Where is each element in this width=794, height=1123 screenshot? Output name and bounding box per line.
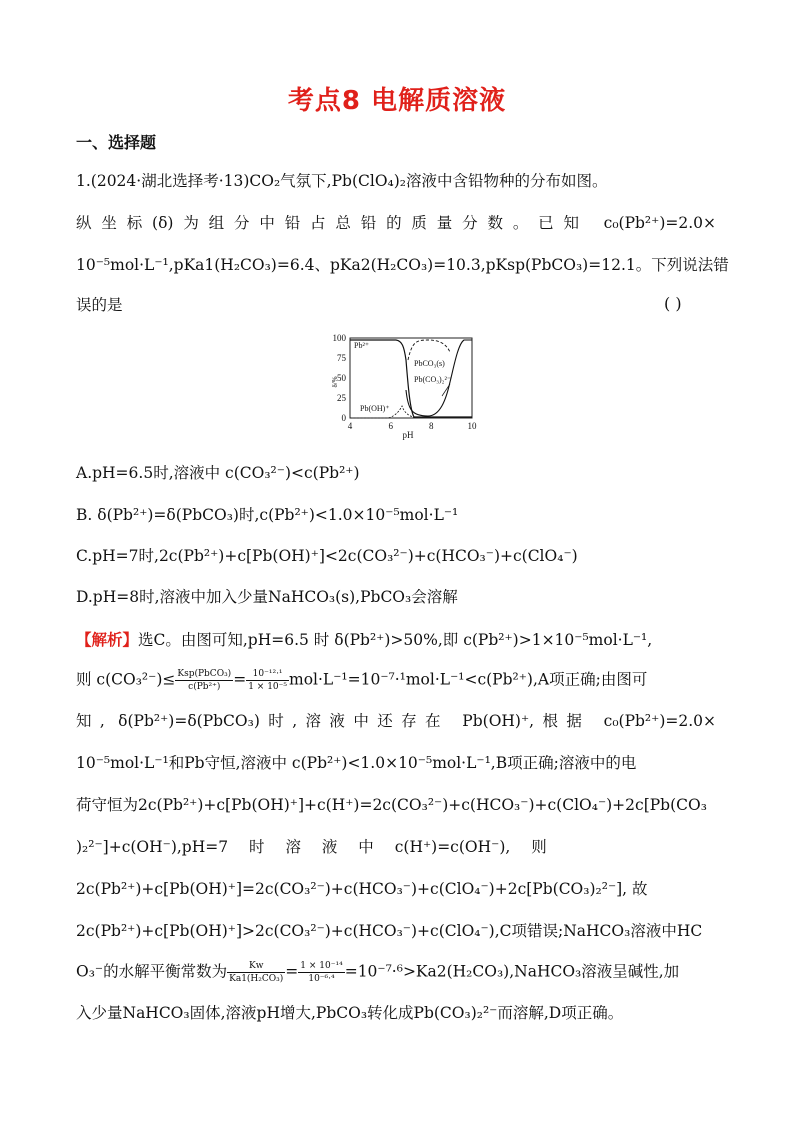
question-line-4: 误的是 bbox=[76, 296, 123, 314]
option-c: C.pH=7时,2c(Pb²⁺)+c[Pb(OH)⁺]<2c(CO₃²⁻)+c(HCO₃⁻)+c(ClO₄⁻) bbox=[76, 547, 578, 565]
label-pbco3s: PbCO₃(s) bbox=[414, 359, 445, 368]
analysis-line-9 bbox=[76, 960, 716, 985]
fraction-denominator: c(Pb²⁺) bbox=[188, 682, 221, 692]
x-axis-label: pH bbox=[402, 430, 414, 440]
fraction-numerator: 10⁻¹²·¹ bbox=[246, 668, 289, 681]
label-pboh-plus: Pb(OH)⁺ bbox=[360, 404, 390, 413]
distribution-chart bbox=[328, 330, 488, 440]
x-tick-10: 10 bbox=[467, 421, 477, 431]
analysis-line-5: 荷守恒为2c(Pb²⁺)+c[Pb(OH)⁺]+c(H⁺)=2c(CO₃²⁻)+c(HCO₃⁻)+c(ClO₄⁻)+2c[Pb(CO₃ bbox=[76, 796, 707, 814]
fraction-numerator: Kw bbox=[227, 960, 285, 973]
analysis-tag: 【解析】 bbox=[76, 631, 139, 649]
analysis-line-6: )₂²⁻]+c(OH⁻),pH=7 时 溶 液 中 c(H⁺)=c(OH⁻), 则 bbox=[76, 838, 547, 856]
fraction-ksp bbox=[175, 668, 233, 693]
y-tick-75: 75 bbox=[337, 353, 346, 363]
y-tick-100: 100 bbox=[332, 333, 346, 343]
analysis-line-7: 2c(Pb²⁺)+c[Pb(OH)⁺]=2c(CO₃²⁻)+c(HCO₃⁻)+c(ClO₄⁻)+2c[Pb(CO₃)₂²⁻], 故 bbox=[76, 880, 648, 898]
y-tick-0: 0 bbox=[341, 413, 346, 423]
y-axis-label: δ/% bbox=[331, 376, 339, 388]
page-title: 考点8 电解质溶液 bbox=[287, 86, 507, 116]
analysis-line-4: 10⁻⁵mol·L⁻¹和Pb守恒,溶液中 c(Pb²⁺)<1.0×10⁻⁵mol·L⁻¹,B项正确;溶液中的电 bbox=[76, 754, 637, 772]
question-line-3: 10⁻⁵mol·L⁻¹,pKa1(H₂CO₃)=6.4、pKa2(H₂CO₃)=10.3,pKsp(PbCO₃)=12.1。下列说法错 bbox=[76, 256, 729, 274]
section-heading: 一、选择题 bbox=[76, 133, 157, 152]
analysis-text-1: 选C。由图可知,pH=6.5 时 δ(Pb²⁺)>50%,即 c(Pb²⁺)>1×10⁻⁵mol·L⁻¹, bbox=[138, 631, 653, 649]
fraction-numerator: 1 × 10⁻¹⁴ bbox=[300, 961, 343, 971]
analysis-text-2a: 则 c(CO₃²⁻)≤ bbox=[76, 670, 176, 689]
y-tick-25: 25 bbox=[337, 393, 346, 403]
fraction-value bbox=[246, 668, 289, 693]
option-a: A.pH=6.5时,溶液中 c(CO₃²⁻)<c(Pb²⁺) bbox=[76, 464, 360, 482]
fraction-denominator: Ka1(H₂CO₃) bbox=[229, 974, 284, 984]
label-pbco3-2-2minus: Pb(CO₃)₂²⁻ bbox=[414, 375, 452, 384]
label-pb2plus: Pb²⁺ bbox=[354, 341, 370, 350]
option-b: B. δ(Pb²⁺)=δ(PbCO₃)时,c(Pb²⁺)<1.0×10⁻⁵mol·L⁻¹ bbox=[76, 506, 459, 524]
fraction-denominator: 1 × 10⁻⁵ bbox=[248, 682, 288, 692]
y-tick-50: 50 bbox=[337, 373, 346, 383]
analysis-line-2 bbox=[76, 668, 716, 693]
analysis-text-9b: =10⁻⁷·⁶>Ka2(H₂CO₃),NaHCO₃溶液呈碱性,加 bbox=[344, 962, 680, 981]
analysis-line-8: 2c(Pb²⁺)+c[Pb(OH)⁺]>2c(CO₃²⁻)+c(HCO₃⁻)+c(ClO₄⁻),C项错误;NaHCO₃溶液中HC bbox=[76, 922, 703, 940]
answer-parentheses: ( ) bbox=[664, 294, 682, 313]
equals-sign: = bbox=[233, 670, 247, 689]
fraction-numerator: Ksp(PbCO₃) bbox=[177, 669, 232, 679]
fraction-denominator: 10⁻⁶·⁴ bbox=[308, 974, 335, 984]
equals-sign: = bbox=[285, 962, 299, 981]
pbco3s-curve bbox=[408, 340, 450, 360]
x-tick-4: 4 bbox=[347, 421, 353, 431]
x-tick-8: 8 bbox=[429, 421, 434, 431]
annotation-pointer bbox=[442, 384, 450, 396]
analysis-text-9a: O₃⁻的水解平衡常数为 bbox=[76, 962, 228, 981]
option-d: D.pH=8时,溶液中加入少量NaHCO₃(s),PbCO₃会溶解 bbox=[76, 588, 458, 606]
analysis-text-2b: mol·L⁻¹=10⁻⁷·¹mol·L⁻¹<c(Pb²⁺),A项正确;由图可 bbox=[289, 670, 648, 689]
analysis-line-1 bbox=[76, 629, 716, 651]
fraction-value-2 bbox=[298, 960, 344, 985]
analysis-line-3: 知, δ(Pb²⁺)=δ(PbCO₃)时,溶液中还存在 Pb(OH)⁺,根据 c₀(Pb²⁺)=2.0× bbox=[76, 712, 716, 730]
analysis-line-10: 入少量NaHCO₃固体,溶液pH增大,PbCO₃转化成Pb(CO₃)₂²⁻而溶解,D项正确。 bbox=[76, 1004, 624, 1022]
question-line-1: 1.(2024·湖北选择考·13)CO₂气氛下,Pb(ClO₄)₂溶液中含铅物种的分布如图。 bbox=[76, 172, 608, 190]
fraction-kw bbox=[227, 960, 285, 985]
question-line-2: 纵坐标(δ)为组分中铅占总铅的质量分数。已知 c₀(Pb²⁺)=2.0× bbox=[76, 214, 716, 232]
x-tick-6: 6 bbox=[388, 421, 393, 431]
